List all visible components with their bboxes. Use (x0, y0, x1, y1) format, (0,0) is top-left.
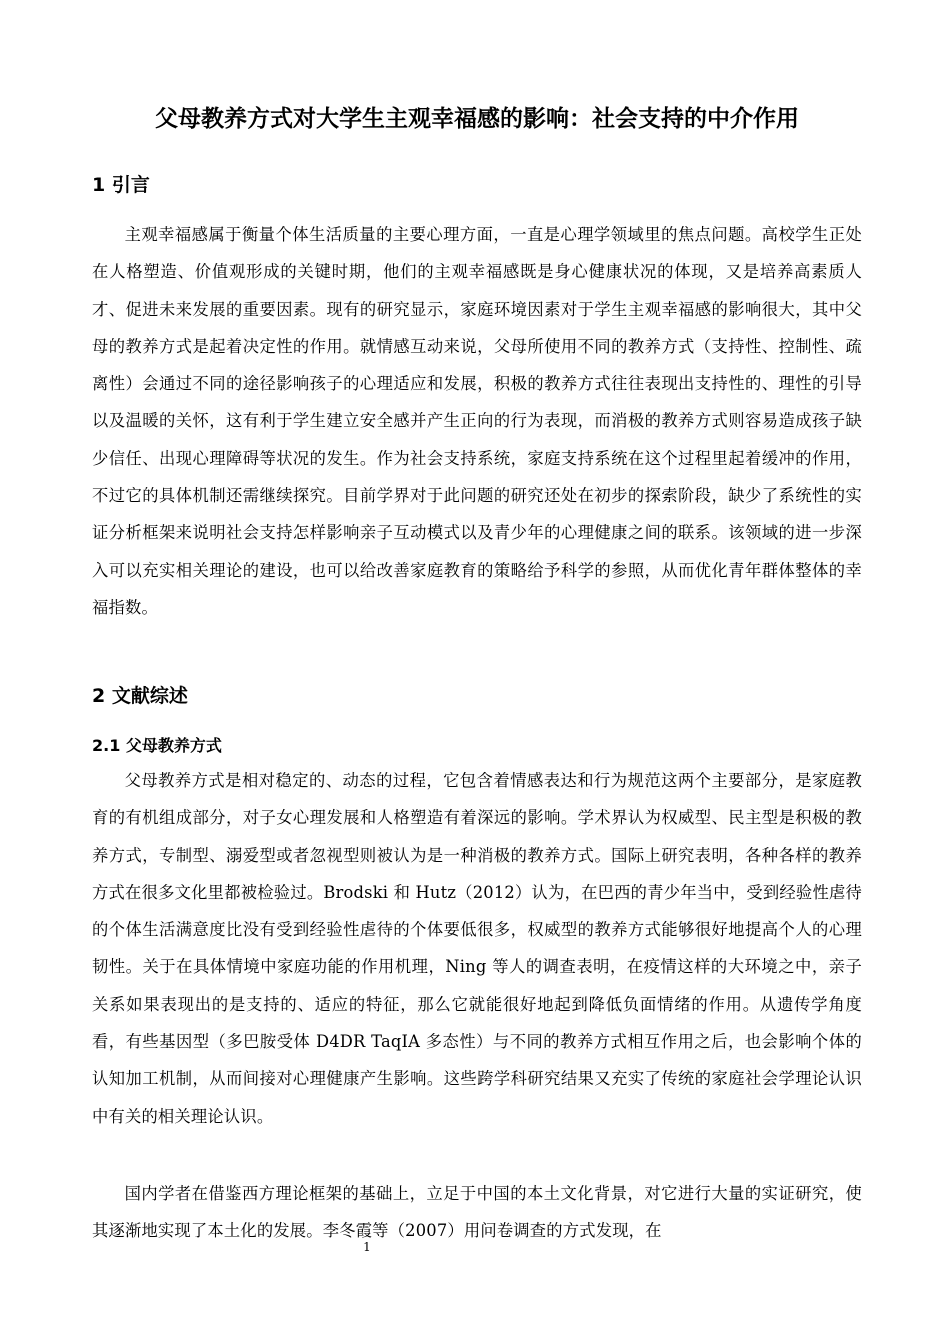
subsection-heading-parenting-style: 2.1 父母教养方式 (92, 736, 222, 755)
parenting-style-paragraph: 父母教养方式是相对稳定的、动态的过程，它包含着情感表达和行为规范这两个主要部分，是家庭教育的有机组成部分，对子女心理发展和人格塑造有着深远的影响。学术界认为权威型、民主型是积极的教养方式，专制型、溺爱型或者忽视型则被认为是一种消极的教养方式。国际上研究表明，各种各样的教养方式在很多文化里都被检验过。Brodski 和 Hutz（2012）认为，在巴西的青少年当中，受到经验性虐待的个体生活满意度比没有受到经验性虐待的个体要低很多，权威型的教养方式能够很好地提高个人的心理韧性。关于在具体情境中家庭功能的作用机理，Ning 等人的调查表明，在疫情这样的大环境之中，亲子关系如果表现出的是支持的、适应的特征，那么它就能很好地起到降低负面情绪的作用。从遗传学角度看，有些基因型（多巴胺受体 D4DR TaqIA 多态性）与不同的教养方式相互作用之后，也会影响个体的认知加工机制，从而间接对心理健康产生影响。这些跨学科研究结果又充实了传统的家庭社会学理论认识中有关的相关理论认识。 (92, 771, 862, 1126)
section-heading-introduction: 1 引言 (92, 174, 150, 196)
domestic-research-paragraph: 国内学者在借鉴西方理论框架的基础上，立足于中国的本土文化背景，对它进行大量的实证研究，使其逐渐地实现了本土化的发展。李冬霞等（2007）用问卷调查的方式发现，在 (92, 1184, 862, 1241)
introduction-paragraph: 主观幸福感属于衡量个体生活质量的主要心理方面，一直是心理学领域里的焦点问题。高校学生正处在人格塑造、价值观形成的关键时期，他们的主观幸福感既是身心健康状况的体现，又是培养高素质人才、促进未来发展的重要因素。现有的研究显示，家庭环境因素对于学生主观幸福感的影响很大，其中父母的教养方式是起着决定性的作用。就情感互动来说，父母所使用不同的教养方式（支持性、控制性、疏离性）会通过不同的途径影响孩子的心理适应和发展，积极的教养方式往往表现出支持性的、理性的引导以及温暖的关怀，这有利于学生建立安全感并产生正向的行为表现，而消极的教养方式则容易造成孩子缺少信任、出现心理障碍等状况的发生。作为社会支持系统，家庭支持系统在这个过程里起着缓冲的作用，不过它的具体机制还需继续探究。目前学界对于此问题的研究还处在初步的探索阶段，缺少了系统性的实证分析框架来说明社会支持怎样影响亲子互动模式以及青少年的心理健康之间的联系。该领域的进一步深入可以充实相关理论的建设，也可以给改善家庭教育的策略给予科学的参照，从而优化青年群体整体的幸福指数。 (92, 225, 862, 617)
section-heading-literature-review: 2 文献综述 (92, 685, 188, 707)
document-title: 父母教养方式对大学生主观幸福感的影响：社会支持的中介作用 (155, 106, 799, 132)
page-number: 1 (363, 1240, 371, 1254)
